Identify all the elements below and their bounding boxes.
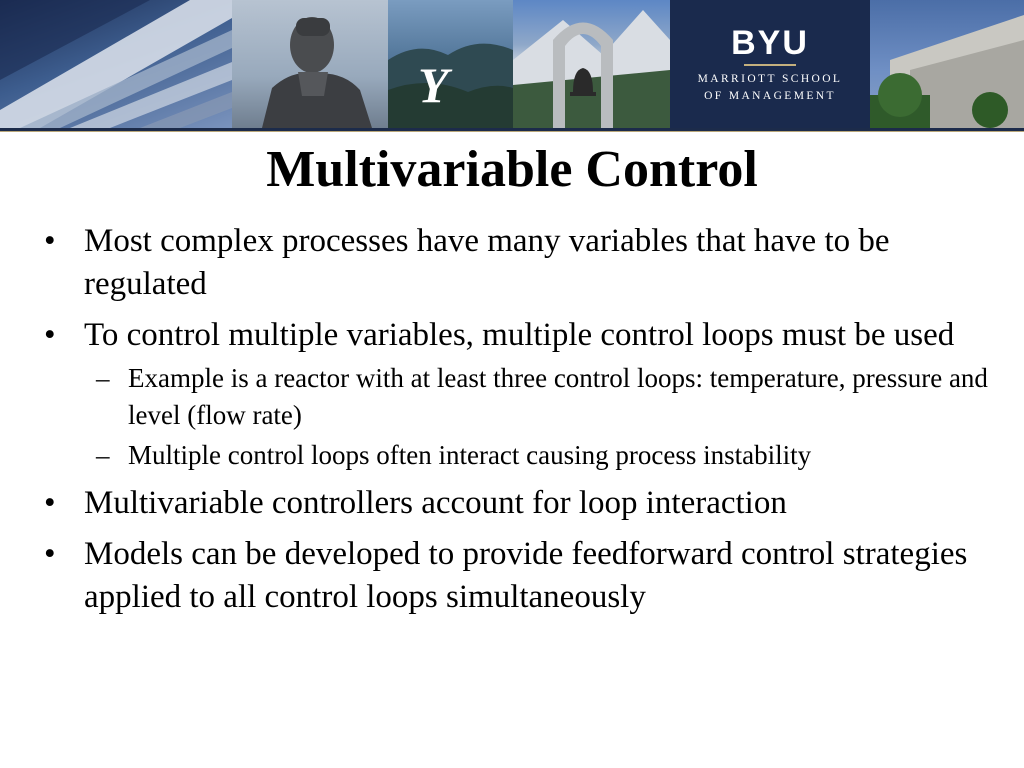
banner-photo-campus-building [870, 0, 1024, 128]
bullet-item [44, 220, 1004, 306]
bullet-mark: • [44, 223, 56, 259]
byu-logo [670, 0, 870, 128]
logo-subtitle-line2: OF MANAGEMENT [704, 90, 836, 102]
bullet-item [44, 314, 1004, 357]
bell-tower-image [513, 0, 670, 128]
slide-body [44, 220, 1004, 619]
mountain-y-image [388, 0, 513, 128]
sub-bullet-mark: – [96, 363, 110, 393]
bullet-text: To control multiple variables, multiple control loops must be used [84, 317, 955, 353]
banner-divider-gold [0, 131, 1024, 132]
header-banner [0, 0, 1024, 128]
bullet-text: Most complex processes have many variables that have to be regulated [84, 223, 890, 302]
logo-divider [744, 64, 796, 66]
bullet-item [44, 533, 1004, 619]
byu-logo-text: BYU [731, 24, 809, 62]
banner-photo-mountain-y [388, 0, 513, 128]
bullet-mark: • [44, 536, 56, 572]
slide-title: Multivariable Control [266, 141, 758, 198]
bullet-text: Multivariable controllers account for loop interaction [84, 485, 787, 521]
sub-bullet-text: Multiple control loops often interact causing process instability [128, 440, 812, 470]
banner-photo-bell-tower [513, 0, 670, 128]
logo-subtitle-line1: MARRIOTT SCHOOL [697, 73, 843, 85]
bullet-mark: • [44, 317, 56, 353]
sub-bullet-text: Example is a reactor with at least three control loops: temperature, pressure and level (flow rate) [128, 363, 988, 430]
banner-photo-statue [232, 0, 388, 128]
sub-bullet-mark: – [96, 440, 110, 470]
sub-bullet-item [44, 437, 1004, 474]
bullet-text: Models can be developed to provide feedforward control strategies applied to all control loops simultaneously [84, 536, 968, 615]
sub-bullet-item [44, 360, 1004, 434]
banner-photo-building [0, 0, 232, 128]
campus-building-image [870, 0, 1024, 128]
bullet-mark: • [44, 485, 56, 521]
bullet-item [44, 482, 1004, 525]
building-glass-image [0, 0, 232, 128]
statue-image [232, 0, 388, 128]
y-mountain-mark: Y [418, 57, 449, 113]
